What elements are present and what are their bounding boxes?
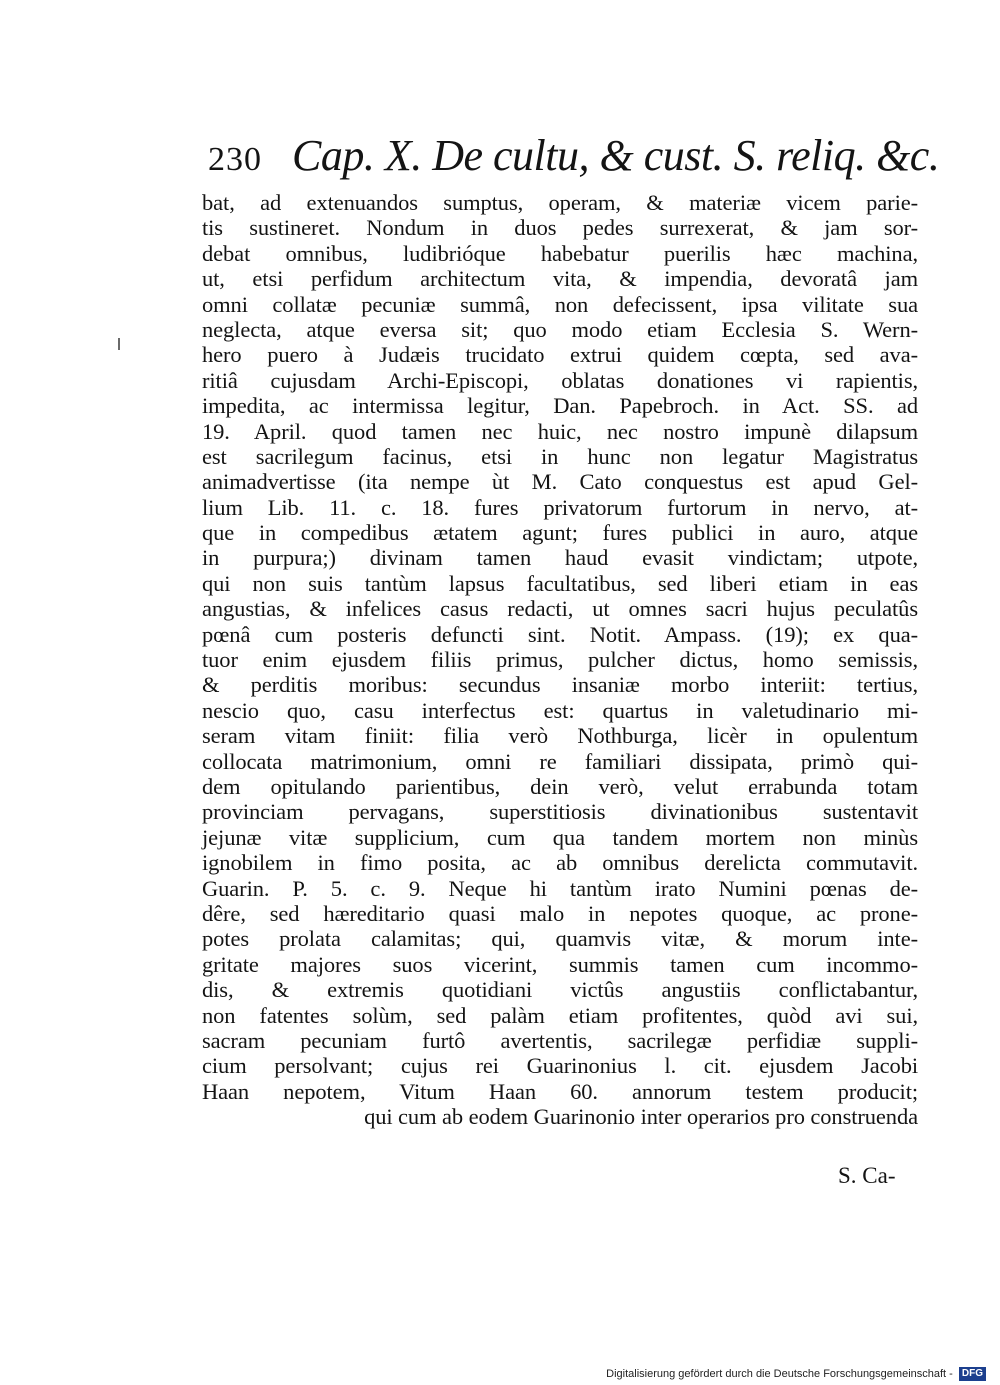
body-text: [202, 190, 918, 1129]
text-line: [202, 241, 918, 266]
text-line-content: qui cum ab eodem Guarinonio inter operarios pro construenda: [364, 1104, 918, 1130]
text-line: [202, 977, 918, 1002]
text-line: [202, 799, 918, 824]
text-line-content: potes prolata calamitas; qui, quamvis vitæ, & morum inte-: [202, 926, 918, 952]
text-line: [202, 1053, 918, 1078]
text-line-content: in purpura;) divinam tamen haud evasit vindictam; utpote,: [202, 545, 918, 571]
text-line-content: bat, ad extenuandos sumptus, operam, & materiæ vicem parie-: [202, 190, 918, 215]
text-line-content: cium persolvant; cujus rei Guarinonius l. cit. ejusdem Jacobi: [202, 1053, 918, 1079]
text-line: [202, 393, 918, 418]
text-line: [202, 825, 918, 850]
text-line-content: lium Lib. 11. c. 18. fures privatorum furtorum in nervo, at-: [202, 494, 918, 520]
text-line: [202, 266, 918, 291]
text-line-content: animadvertisse (ita nempe ùt M. Cato conquestus est apud Gel-: [202, 469, 918, 495]
text-line-content: qui non suis tantùm lapsus facultatibus, sed liberi etiam in eas: [202, 570, 918, 596]
margin-mark: [118, 338, 120, 350]
text-line-content: hero puero à Judæis trucidato extrui quidem cœpta, sed ava-: [202, 342, 918, 368]
text-line-content: dis, & extremis quotidiani victûs angustiis conflictabantur,: [202, 977, 918, 1003]
text-line-content: sacram pecuniam furtô avertentis, sacrilegæ perfidiæ suppli-: [202, 1027, 918, 1053]
text-line: [202, 215, 918, 240]
text-line: [202, 1104, 918, 1129]
text-line: [202, 698, 918, 723]
text-line-content: dêre, sed hæreditario quasi malo in nepotes quoque, ac prone-: [202, 900, 918, 926]
text-line: [202, 672, 918, 697]
text-line: [202, 419, 918, 444]
text-line: [202, 317, 918, 342]
text-line-content: neglecta, atque eversa sit; quo modo etiam Ecclesia S. Wern-: [202, 316, 918, 342]
text-line: [202, 190, 918, 215]
text-line-content: omni collatæ pecuniæ summâ, non defecissent, ipsa vilitate sua: [202, 291, 918, 317]
text-line: [202, 571, 918, 596]
dfg-logo: DFG: [959, 1367, 986, 1381]
running-head: Cap. X. De cultu, & cust. S. reliq. &c.: [292, 131, 940, 180]
text-line: [202, 469, 918, 494]
text-line-content: angustias, & infelices casus redacti, ut omnes sacri hujus peculatûs: [202, 596, 918, 622]
text-line: [202, 596, 918, 621]
text-line: [202, 342, 918, 367]
text-line: [202, 1079, 918, 1104]
text-line-content: tuor enim ejusdem filiis primus, pulcher dictus, homo semissis,: [202, 647, 918, 673]
text-line-content: 19. April. quod tamen nec huic, nec nostro impunè dilapsum: [202, 418, 918, 444]
text-line-content: impedita, ac intermissa legitur, Dan. Papebroch. in Act. SS. ad: [202, 393, 918, 419]
text-line-content: gritate majores suos vicerint, summis tamen cum incommo-: [202, 951, 918, 977]
text-line-content: & perditis moribus: secundus insaniæ morbo interiit: tertius,: [202, 672, 918, 698]
text-line: [202, 723, 918, 748]
text-line-content: est sacrilegum facinus, etsi in hunc non legatur Magistratus: [202, 443, 918, 469]
text-line-content: collocata matrimonium, omni re familiari dissipata, primò qui-: [202, 748, 918, 774]
text-line: [202, 520, 918, 545]
text-line: [202, 444, 918, 469]
text-line: [202, 876, 918, 901]
text-line-content: ritiâ cujusdam Archi-Episcopi, oblatas donationes vi rapientis,: [202, 367, 918, 393]
text-line: [202, 749, 918, 774]
text-line: [202, 368, 918, 393]
text-line-content: que in compedibus ætatem agunt; fures publici in auro, atque: [202, 520, 918, 546]
dash-separator: -: [946, 1368, 956, 1380]
text-line: [202, 292, 918, 317]
text-line-content: dem opitulando parientibus, dein verò, velut errabunda totam: [202, 773, 918, 799]
text-line-content: Guarin. P. 5. c. 9. Neque hi tantùm irato Numini pœnas de-: [202, 875, 918, 901]
text-line-content: seram vitam finiit: filia verò Nothburga, licèr in opulentum: [202, 723, 918, 749]
text-line-content: tis sustineret. Nondum in duos pedes surrexerat, & jam sor-: [202, 215, 918, 241]
page-header: [208, 130, 940, 182]
funding-credit: Digitalisierung gefördert durch die Deutsche Forschungsgemeinschaft: [606, 1368, 947, 1380]
text-line-content: non fatentes solùm, sed palàm etiam profitentes, quòd avi sui,: [202, 1002, 918, 1028]
text-line-content: jejunæ vitæ supplicium, cum qua tandem mortem non minùs: [202, 824, 918, 850]
text-line: [202, 926, 918, 951]
digitization-footer: [606, 1366, 986, 1382]
text-line: [202, 952, 918, 977]
text-line: [202, 1003, 918, 1028]
text-line-content: ut, etsi perfidum architectum vita, & impendia, devoratâ jam: [202, 266, 918, 292]
text-line-content: pœnâ cum posteris defuncti sint. Notit. Ampass. (19); ex qua-: [202, 621, 918, 647]
catchword: S. Ca-: [838, 1163, 896, 1188]
text-line-content: ignobilem in fimo posita, ac ab omnibus derelicta commutavit.: [202, 850, 918, 876]
text-line-content: Haan nepotem, Vitum Haan 60. annorum testem producit;: [202, 1078, 918, 1104]
text-line: [202, 647, 918, 672]
text-line: [202, 901, 918, 926]
text-line: [202, 850, 918, 875]
text-line: [202, 495, 918, 520]
text-line: [202, 545, 918, 570]
page-number: 230: [208, 141, 262, 178]
text-line: [202, 622, 918, 647]
text-line-content: provinciam pervagans, superstitiosis divinationibus sustentavit: [202, 799, 918, 825]
text-line: [202, 774, 918, 799]
text-line-content: debat omnibus, ludibrióque habebatur puerilis hæc machina,: [202, 240, 918, 266]
text-line-content: nescio quo, casu interfectus est: quartus in valetudinario mi-: [202, 697, 918, 723]
text-line: [202, 1028, 918, 1053]
